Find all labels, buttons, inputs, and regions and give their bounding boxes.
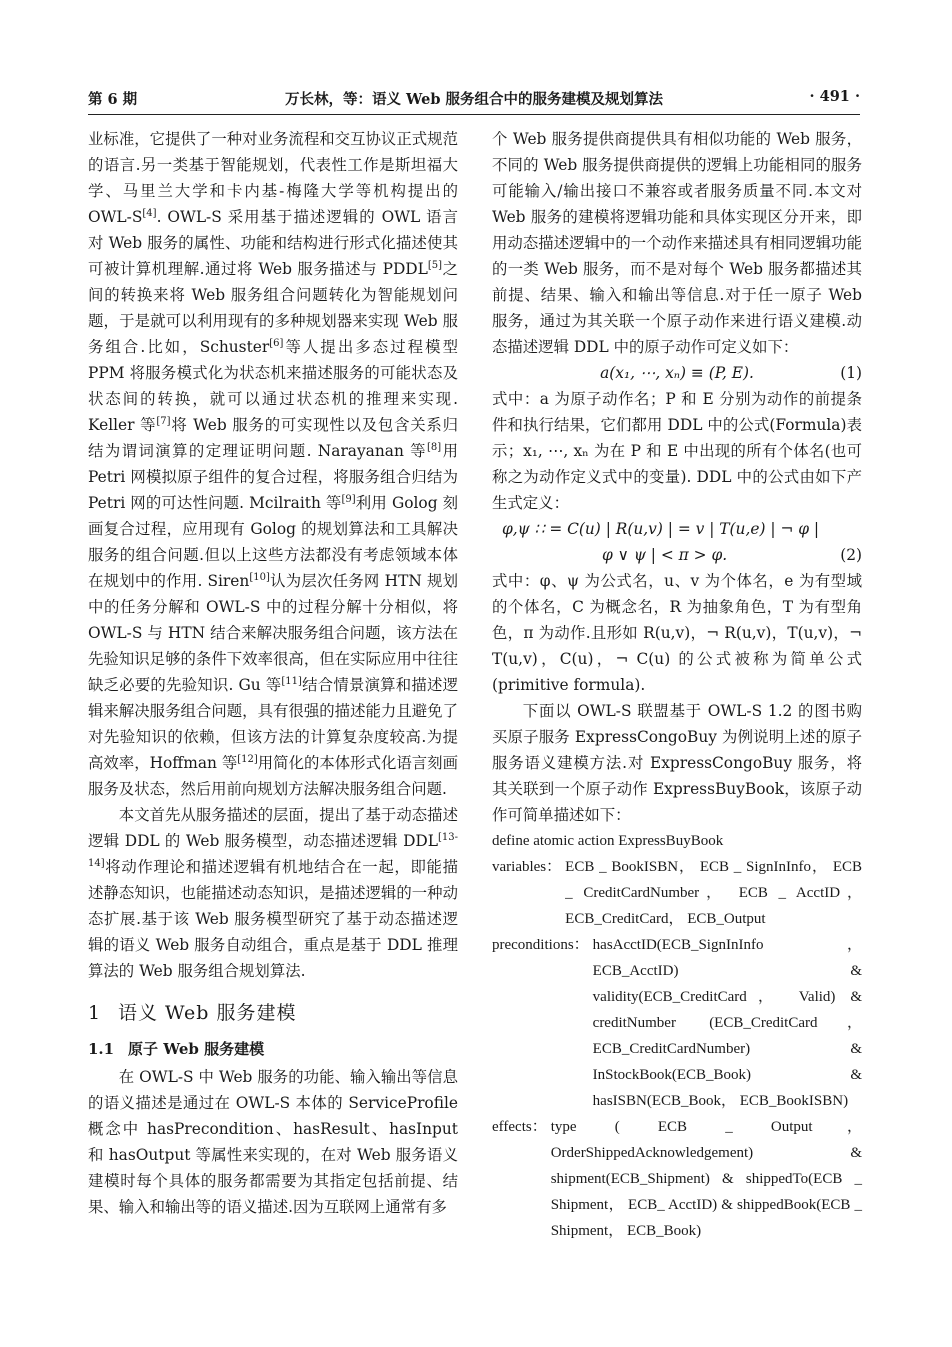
- issue-number: 第 6 期: [88, 91, 138, 108]
- subsection-heading: [88, 1036, 458, 1062]
- equation-1-number: (1): [840, 364, 862, 382]
- equation-2-number: (2): [840, 546, 862, 564]
- preconditions-value: hasAcctID(ECB_SignInInfo， ECB_AcctID) & validity(ECB_CreditCard， Valid) & creditNumber (ECB_CreditCard， ECB_CreditCardNumber) & InStockBook(ECB_Book) & hasISBN(ECB_Book， ECB_BookISBN): [592, 937, 862, 1109]
- section-number: 1: [88, 1002, 102, 1024]
- paragraph-eq1-explanation: 式中：a 为原子动作名；P 和 E 分别为动作的前提条件和执行结果，它们都用 DDL 中的公式(Formula)表示；x₁, ⋯, xₙ 为在 P 和 E 中出现的所有个体名(也可称之为动作定义式中的变量). DDL 中的公式由如下产生式定义：: [492, 390, 862, 512]
- equation-2-body: φ ∨ ψ | < π > φ.: [602, 546, 728, 564]
- paragraph-related-work: 业标准，它提供了一种对业务流程和交互协议正式规范的语言.另一类基于智能规划，代表性工作是斯坦福大学、马里兰大学和卡内基-梅隆大学等机构提出的 OWL-S[4]. OWL-S 采用基于描述逻辑的 OWL 语言对 Web 服务的属性、功能和结构进行形式化描述使其可被计算机理解.通过将 Web 服务描述与 PDDL[5]之间的转换来将 Web 服务组合问题转化为智能规划问题，于是就可以利用现有的多种规划器来实现 Web 服务组合.比如，Schuster[6]等人提出多态过程模型 PPM 将服务模式化为状态机来描述服务的可能状态及状态间的转换，就可以通过状态机的推理来实现. Keller 等[7]将 Web 服务的可实现性以及包含关系归结为谓词演算的定理证明问题. Narayanan 等[8]用 Petri 网模拟原子组件的复合过程，将服务组合归结为 Petri 网的可达性问题. Mcilraith 等[9]利用 Golog 刻画复合过程，应用现有 Golog 的规划算法和工具解决服务的组合问题.但以上这些方法都没有考虑领域本体在规划中的作用. Siren[10]认为层次任务网 HTN 规划中的任务分解和 OWL-S 中的过程分解十分相似，将 OWL-S 与 HTN 结合来解决服务组合问题，该方法在先验知识足够的条件下效率很高，但在实际应用中往往缺乏必要的先验知识. Gu 等[11]结合情景演算和描述逻辑来解决服务组合问题，具有很强的描述能力且避免了对先验知识的依赖，但该方法的计算复杂度较高.为提高效率，Hoffman 等[12]用简化的本体形式化语言刻画服务及状态，然后用前向规划方法解决服务组合问题.: [88, 130, 458, 798]
- action-effects: [492, 1114, 862, 1244]
- paragraph-eq2-explanation: 式中：φ、ψ 为公式名，u、v 为个体名，e 为有型域的个体名，C 为概念名，R 为抽象角色，T 为有型角色，π 为动作.且形如 R(u,v)，¬ R(u,v)，T(u,v)，¬ T(u,v)，C(u)，¬ C(u) 的公式被称为简单公式(primitive formula).: [492, 572, 862, 694]
- equation-2-line-2: [492, 542, 862, 568]
- paragraph-example-intro: 下面以 OWL-S 联盟基于 OWL-S 1.2 的图书购买原子服务 ExpressCongoBuy 为例说明上述的原子服务语义建模方法.对 ExpressCongoBuy 服务，将其关联到一个原子动作 ExpressBuyBook，该原子动作可简单描述如下：: [492, 702, 862, 824]
- paragraph-contribution: 本文首先从服务描述的层面，提出了基于动态描述逻辑 DDL 的 Web 服务模型，动态描述逻辑 DDL[13-14]将动作理论和描述逻辑有机地结合在一起，即能描述静态知识，也能描述动态知识，是描述逻辑的一种动态扩展.基于该 Web 服务模型研究了基于动态描述逻辑的语义 Web 服务自动组合，重点是基于 DDL 推理算法的 Web 服务组合规划算法.: [88, 806, 458, 980]
- action-define-line: define atomic action ExpressBuyBook: [492, 833, 724, 849]
- left-column: [88, 126, 458, 1220]
- section-title: 语义 Web 服务建模: [118, 1002, 297, 1024]
- variables-key: variables：: [492, 859, 562, 875]
- effects-key: effects：: [492, 1119, 547, 1135]
- equation-1-body: a(x₁, ⋯, xₙ) ≡ (P, E).: [600, 364, 754, 382]
- effects-value: type ( ECB _ Output， OrderShippedAcknowledgement) & shipment(ECB_Shipment) & shippedTo(ECB _ Shipment， ECB_ AcctID) & shippedBook(ECB _ Shipment， ECB_Book): [550, 1119, 862, 1239]
- paragraph-owls-modeling: 在 OWL-S 中 Web 服务的功能、输入输出等信息的语义描述是通过在 OWL-S 本体的 ServiceProfile 概念中 hasPrecondition、hasResult、hasInput 和 hasOutput 等属性来实现的，在对 Web 服务语义建模时每个具体的服务都需要为其指定包括前提、结果、输入和输出等的语义描述.因为互联网上通常有多: [88, 1068, 458, 1216]
- subsection-title: 原子 Web 服务建模: [128, 1040, 265, 1058]
- preconditions-key: preconditions：: [492, 937, 589, 953]
- section-heading: [88, 998, 458, 1028]
- action-definition: [492, 828, 862, 1244]
- action-preconditions: [492, 932, 862, 1114]
- running-header: [88, 86, 860, 112]
- paragraph-modeling-approach: 个 Web 服务提供商提供具有相似功能的 Web 服务，不同的 Web 服务提供商提供的逻辑上功能相同的服务可能输入/输出接口不兼容或者服务质量不同.本文对 Web 服务的建模将逻辑功能和具体实现区分开来，即用动态描述逻辑中的一个动作来描述具有相同逻辑功能的一类 Web 服务，而不是对每个 Web 服务都描述其前提、结果、输入和输出等信息.对于任一原子 Web 服务，通过为其关联一个原子动作来进行语义建模.动态描述逻辑 DDL 中的原子动作可定义如下：: [492, 130, 862, 356]
- equation-2-line-1: φ,ψ ∷ = C(u) | R(u,v) | = v | T(u,e) | ¬ φ |: [502, 520, 820, 538]
- subsection-number: 1.1: [88, 1040, 115, 1058]
- equation-1: [492, 360, 862, 386]
- action-variables: [492, 854, 862, 932]
- variables-value: ECB _ BookISBN， ECB _ SignInInfo， ECB _ CreditCardNumber， ECB _ AcctID，ECB_CreditCard， ECB_Output: [565, 859, 862, 927]
- page-number: · 491 ·: [809, 88, 860, 105]
- right-column: [492, 126, 862, 1244]
- running-title: 万长林，等：语义 Web 服务组合中的服务建模及规划算法: [284, 91, 664, 108]
- header-rule: [88, 114, 860, 115]
